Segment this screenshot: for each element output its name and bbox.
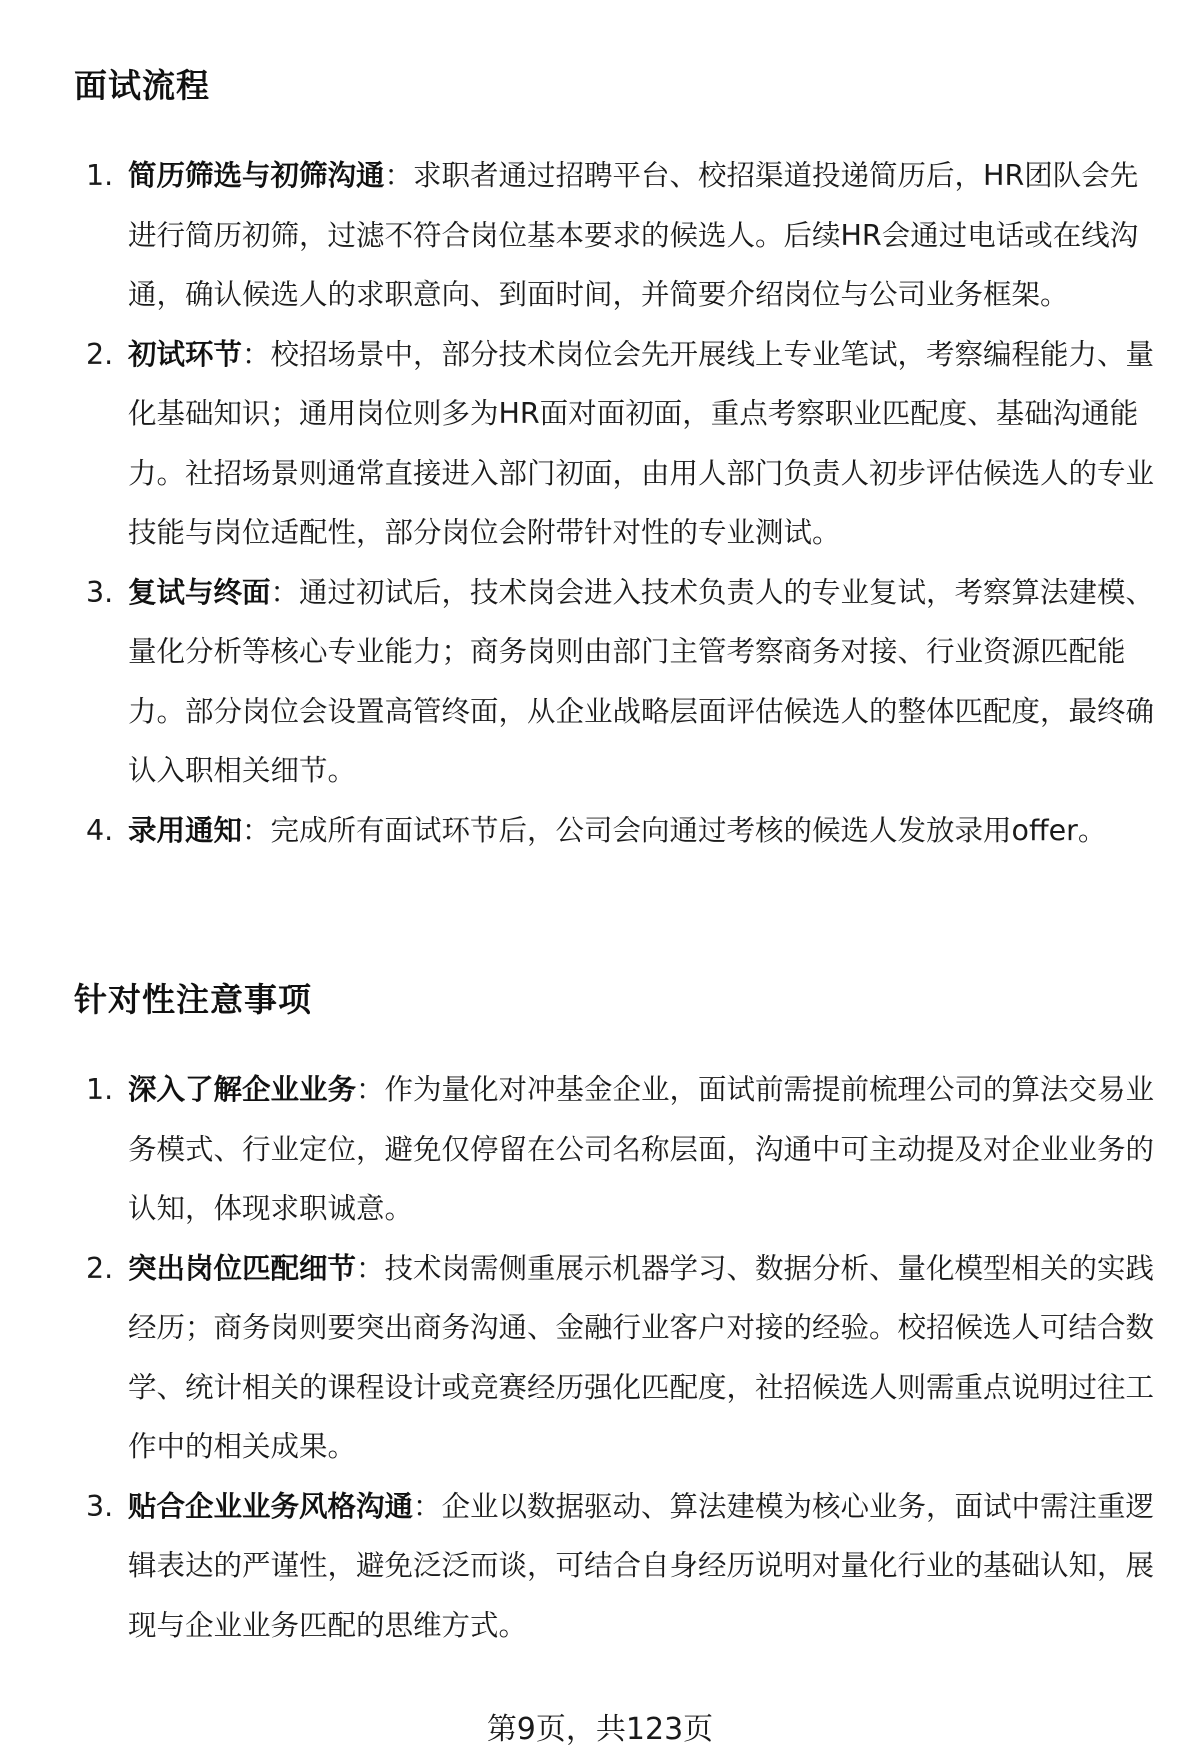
interview-process-list (78, 146, 1158, 860)
list-item-number: 4. (86, 813, 114, 847)
list-item-text: ：校招场景中，部分技术岗位会先开展线上专业笔试，考察编程能力、量化基础知识；通用岗位则多为HR面对面初面，重点考察职业匹配度、基础沟通能力。社招场景则通常直接进入部门初面，由用人部门负责人初步评估候选人的专业技能与岗位适配性，部分岗位会附带针对性的专业测试。 (128, 337, 1155, 549)
list-item-title: 突出岗位匹配细节 (128, 1251, 357, 1285)
list-item (78, 325, 1158, 563)
list-item-number: 3. (86, 575, 114, 609)
list-item-number: 2. (86, 337, 114, 371)
section-title-key-notes: 针对性注意事项 (74, 980, 312, 1019)
list-item-text: ：通过初试后，技术岗会进入技术负责人的专业复试，考察算法建模、量化分析等核心专业能力；商务岗则由部门主管考察商务对接、行业资源匹配能力。部分岗位会设置高管终面，从企业战略层面评估候选人的整体匹配度，最终确认入职相关细节。 (128, 575, 1155, 787)
page-number-label: 第9页，共123页 (486, 1712, 714, 1747)
list-item-text: ：作为量化对冲基金企业，面试前需提前梳理公司的算法交易业务模式、行业定位，避免仅停留在公司名称层面，沟通中可主动提及对企业业务的认知，体现求职诚意。 (128, 1073, 1155, 1225)
list-item-number: 2. (86, 1251, 114, 1285)
list-item-text: ：企业以数据驱动、算法建模为核心业务，面试中需注重逻辑表达的严谨性，避免泛泛而谈，可结合自身经历说明对量化行业的基础认知，展现与企业业务匹配的思维方式。 (128, 1489, 1155, 1642)
list-item-title: 贴合企业业务风格沟通 (128, 1489, 414, 1523)
page-footer (0, 1710, 1200, 1750)
list-item-text: ：求职者通过招聘平台、校招渠道投递简历后，HR团队会先进行简历初筛，过滤不符合岗位基本要求的候选人。后续HR会通过电话或在线沟通，确认候选人的求职意向、到面时间，并简要介绍岗位与公司业务框架。 (128, 159, 1139, 311)
list-item (78, 801, 1158, 861)
key-notes-list (78, 1060, 1158, 1655)
list-item (78, 1477, 1158, 1656)
list-item-number: 3. (86, 1489, 114, 1523)
list-item-title: 复试与终面 (128, 575, 271, 609)
list-item-number: 1. (86, 159, 114, 192)
list-item-title: 深入了解企业业务 (128, 1073, 357, 1106)
list-item-title: 简历筛选与初筛沟通 (128, 159, 385, 192)
section-title-interview-process: 面试流程 (74, 66, 210, 105)
list-item-text: ：技术岗需侧重展示机器学习、数据分析、量化模型相关的实践经历；商务岗则要突出商务沟通、金融行业客户对接的经验。校招候选人可结合数学、统计相关的课程设计或竞赛经历强化匹配度，社招候选人则需重点说明过往工作中的相关成果。 (128, 1251, 1155, 1463)
list-item-number: 1. (86, 1073, 114, 1106)
list-item (78, 146, 1158, 325)
list-item-title: 录用通知 (128, 813, 243, 847)
list-item-title: 初试环节 (128, 337, 243, 371)
list-item (78, 1060, 1158, 1239)
list-item-text: ：完成所有面试环节后，公司会向通过考核的候选人发放录用offer。 (242, 813, 1107, 847)
list-item (78, 1239, 1158, 1477)
list-item (78, 563, 1158, 801)
